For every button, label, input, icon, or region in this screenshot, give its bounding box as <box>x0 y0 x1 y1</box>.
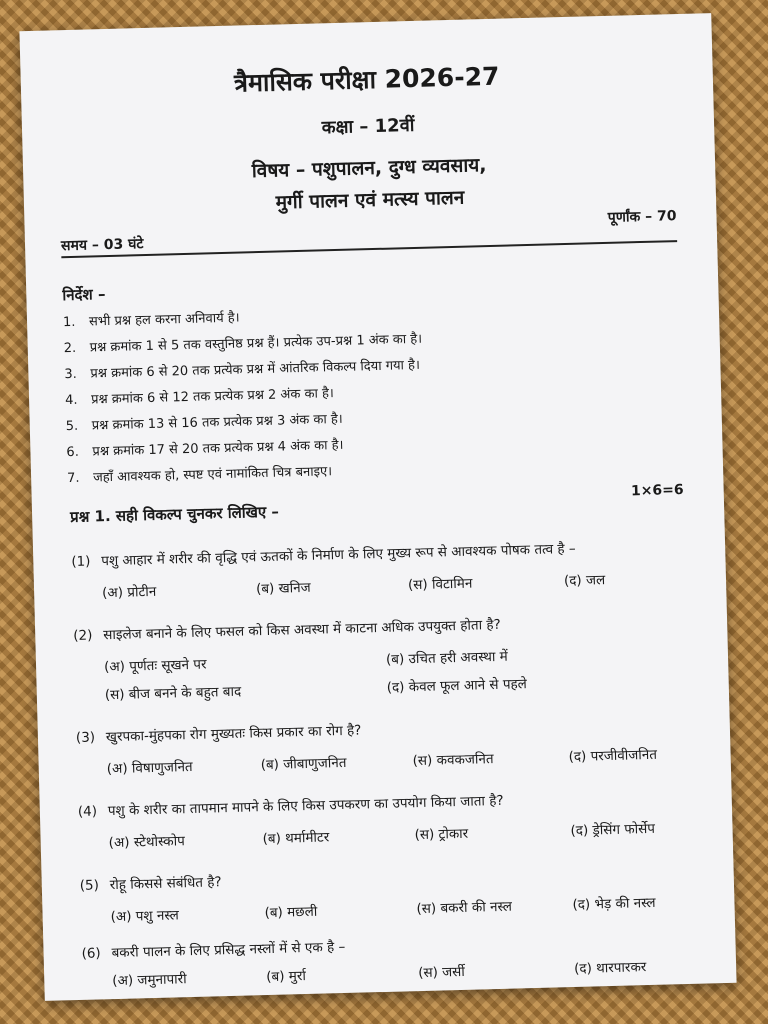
instructions-heading: निर्देश – <box>62 285 106 305</box>
class-label: कक्षा – 12वीं <box>321 114 415 139</box>
option: (द) केवल फूल आने से पहले <box>386 676 528 696</box>
option: (अ) प्रोटीन <box>101 583 157 602</box>
exam-time: समय – 03 घंटे <box>60 236 144 255</box>
instruction-item: 6. प्रश्न क्रमांक 17 से 20 तक प्रत्येक प्रश्न 4 अंक का है। <box>66 437 344 461</box>
question-text: (3) खुरपका-मुंहपका रोग मुख्यतः किस प्रकार का रोग है? <box>75 722 362 746</box>
option: (स) ट्रोकार <box>414 825 469 844</box>
option: (द) जल <box>563 572 606 590</box>
option: (स) कवकजनित <box>412 751 494 770</box>
instruction-item: 7. जहाँ आवश्यक हो, स्पष्ट एवं नामांकित चित्र बनाइए। <box>66 464 333 487</box>
option: (द) भेड़ की नस्ल <box>572 894 656 914</box>
option: (द) थारपारकर <box>573 959 647 978</box>
exam-title: त्रैमासिक परीक्षा 2026-27 <box>233 61 500 98</box>
option: (स) विटामिन <box>407 575 473 594</box>
instruction-item: 3. प्रश्न क्रमांक 6 से 20 तक प्रत्येक प्रश्न में आंतरिक विकल्प दिया गया है। <box>64 357 421 383</box>
question-text: (5) रोहू किससे संबंधित है? <box>79 874 222 894</box>
question-text: (6) बकरी पालन के लिए प्रसिद्ध नस्लों में से एक है – <box>81 939 346 962</box>
instruction-item: 4. प्रश्न क्रमांक 6 से 12 तक प्रत्येक प्रश्न 2 अंक का है। <box>64 386 335 409</box>
option: (अ) जमुनापारी <box>112 971 187 990</box>
option: (द) परजीवीजनित <box>568 746 658 766</box>
option: (द) ड्रेसिंग फोर्सेप <box>570 820 656 840</box>
exam-paper <box>19 13 736 1001</box>
option: (अ) पशु नस्ल <box>110 907 180 926</box>
option: (ब) खनिज <box>255 579 311 598</box>
section-marks: 1×6=6 <box>630 481 684 500</box>
section-heading: प्रश्न 1. सही विकल्प चुनकर लिखिए – <box>69 502 280 527</box>
option: (स) बीज बनने के बहुत बाद <box>104 683 242 704</box>
question-text: (2) साइलेज बनाने के लिए फसल को किस अवस्था में काटना अधिक उपयुक्त होता है? <box>73 616 501 645</box>
header-divider <box>61 240 677 258</box>
instruction-item: 5. प्रश्न क्रमांक 13 से 16 तक प्रत्येक प्रश्न 3 अंक का है। <box>65 411 343 435</box>
subject-line-2: मुर्गी पालन एवं मत्स्य पालन <box>275 186 465 214</box>
option: (ब) मछली <box>264 903 318 922</box>
option: (ब) जीबाणुजनित <box>260 754 347 774</box>
question-text: (4) पशु के शरीर का तापमान मापने के लिए किस उपकरण का उपयोग किया जाता है? <box>77 792 504 820</box>
option: (अ) विषाणुजनित <box>106 758 193 778</box>
option: (स) जर्सी <box>418 963 466 982</box>
option: (स) बकरी की नस्ल <box>416 898 513 918</box>
total-marks: पूर्णांक – 70 <box>607 208 677 226</box>
option: (ब) मुर्रा <box>266 968 307 986</box>
option: (ब) थर्मामीटर <box>262 829 330 848</box>
question-text: (1) पशु आहार में शरीर की वृद्धि एवं ऊतकों के निर्माण के लिए मुख्य रूप से आवश्यक पोषक तत्व है – <box>71 540 576 571</box>
instruction-item: 2. प्रश्न क्रमांक 1 से 5 तक वस्तुनिष्ठ प्रश्न हैं। प्रत्येक उप-प्रश्न 1 अंक का है। <box>63 331 423 357</box>
option: (ब) उचित हरी अवस्था में <box>385 648 508 668</box>
option: (अ) स्टेथोस्कोप <box>108 833 186 852</box>
option: (अ) पूर्णतः सूखने पर <box>103 656 207 676</box>
instruction-item: 1. सभी प्रश्न हल करना अनिवार्य है। <box>62 310 240 331</box>
subject-line-1: विषय – पशुपालन, दुग्ध व्यवसाय, <box>251 154 487 183</box>
